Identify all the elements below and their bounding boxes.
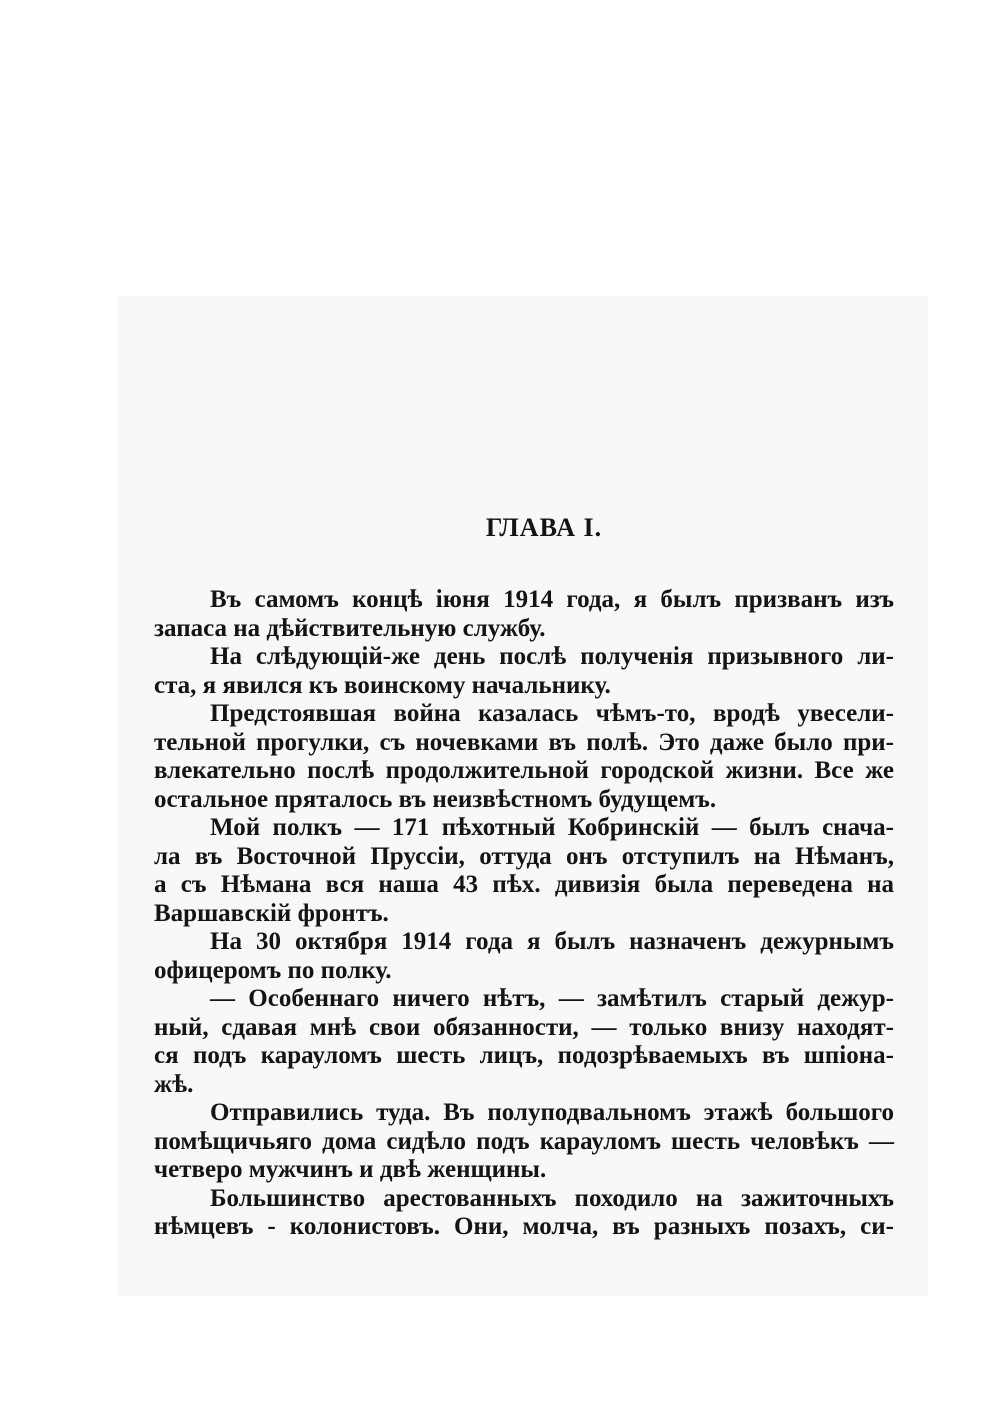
text-line: ный, сдавая мнѣ свои обязанности, — только внизу находят- <box>154 1013 894 1041</box>
text-line: ся подъ карауломъ шесть лицъ, подозрѣваемыхъ въ шпіона- <box>154 1042 894 1069</box>
text-line: нѣмцевъ - колонистовъ. Они, молча, въ разныхъ позахъ, си- <box>154 1213 894 1240</box>
text-line: остальное пряталось въ неизвѣстномъ будущемъ. <box>154 785 717 813</box>
text-line: влекательно послѣ продолжительной городской жизни. Все же <box>154 757 894 784</box>
text-line: четверо мужчинъ и двѣ женщины. <box>154 1156 547 1183</box>
text-line: Варшавскій фронтъ. <box>154 899 389 927</box>
text-line: Предстоявшая война казалась чѣмъ-то, вродѣ увесели- <box>210 700 894 727</box>
chapter-title: ГЛАВА I. <box>485 513 603 542</box>
text-line: Отправились туда. Въ полуподвальномъ этажѣ большого <box>210 1099 894 1126</box>
text-line: Мой полкъ — 171 пѣхотный Кобринскій — былъ снача- <box>210 814 894 841</box>
text-line: офицеромъ по полку. <box>154 956 392 984</box>
text-line: Въ самомъ концѣ іюня 1914 года, я былъ призванъ изъ <box>210 586 894 613</box>
text-line: Большинство арестованныхъ походило на зажиточныхъ <box>210 1184 894 1212</box>
book-page <box>154 500 894 1242</box>
text-line: тельной прогулки, съ ночевками въ полѣ. Это даже было при- <box>154 728 894 756</box>
title-spacing <box>154 560 894 586</box>
text-line: ла въ Восточной Пруссіи, оттуда онъ отступилъ на Нѣманъ, <box>154 842 894 870</box>
text-line: жѣ. <box>154 1070 194 1098</box>
chapter-body <box>154 586 894 1242</box>
text-line: — Особеннаго ничего нѣтъ, — замѣтилъ старый дежур- <box>210 985 894 1012</box>
text-line: помѣщичьяго дома сидѣло подъ карауломъ шесть человѣкъ — <box>154 1127 894 1155</box>
text-line: ста, я явился къ воинскому начальнику. <box>154 671 611 699</box>
text-line: На 30 октября 1914 года я былъ назначенъ дежурнымъ <box>210 928 894 955</box>
text-line: запаса на дѣйствительную службу. <box>154 614 546 642</box>
text-line: а съ Нѣмана вся наша 43 пѣх. дивизія была переведена на <box>154 871 894 898</box>
text-line: На слѣдующій-же день послѣ полученія призывного ли- <box>210 643 894 670</box>
